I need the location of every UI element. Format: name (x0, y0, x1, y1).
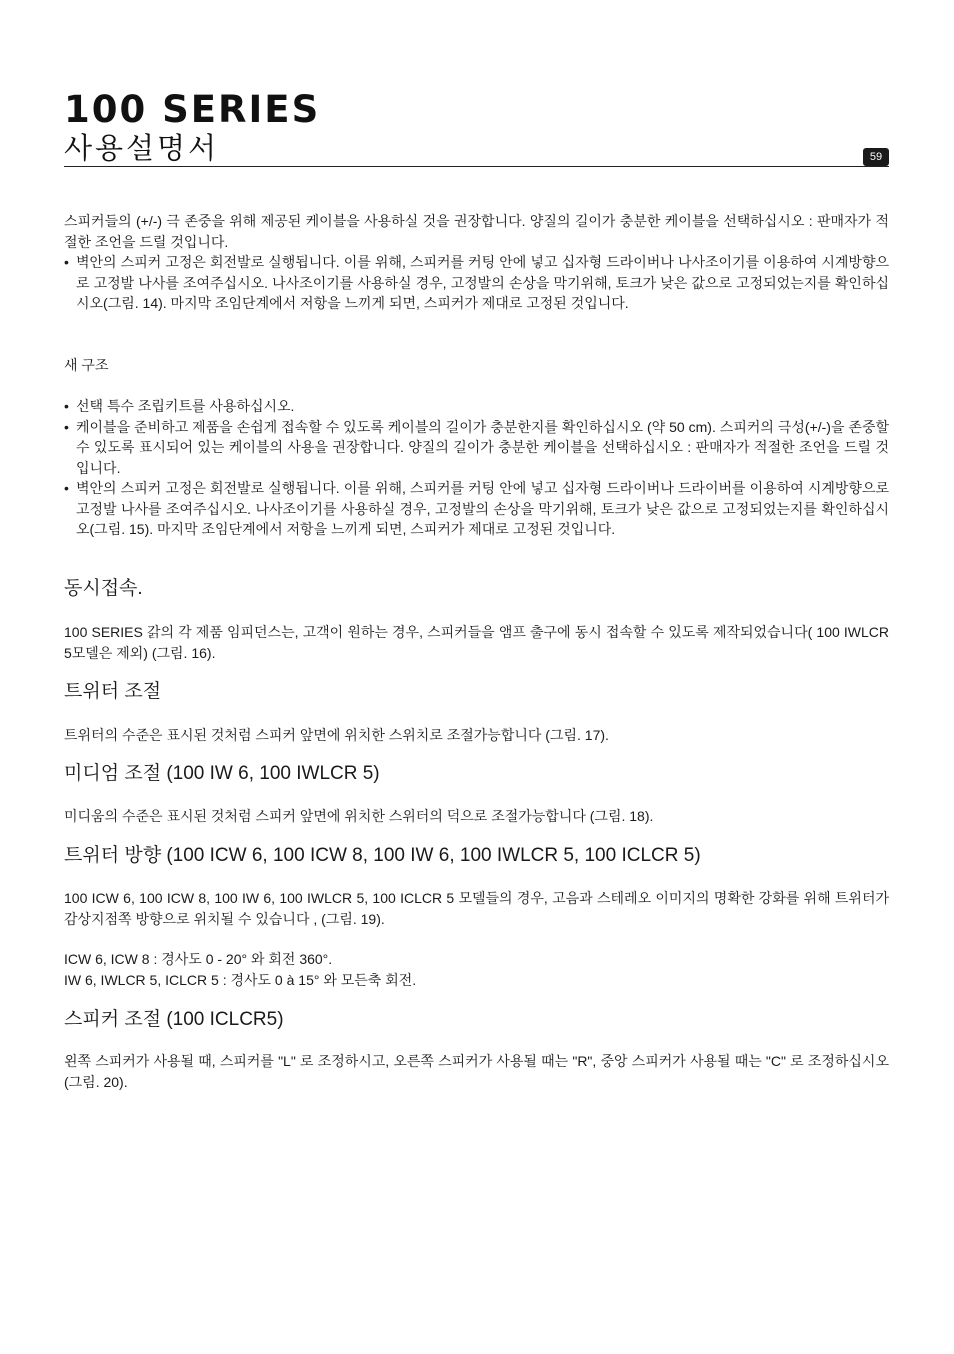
spec-line: ICW 6, ICW 8 : 경사도 0 - 20° 와 회전 360°. (64, 951, 333, 967)
section-paragraph: 트위터의 수준은 표시된 것처럼 스피커 앞면에 위치한 스위치로 조절가능합니다 (그림. 17). (64, 727, 609, 743)
spec-line: IW 6, IWLCR 5, ICLCR 5 : 경사도 0 à 15° 와 모든축 회전. (64, 971, 417, 988)
manual-subtitle: 사용설명서 (64, 131, 220, 165)
section-paragraph: 미디움의 수준은 표시된 것처럼 스피커 앞면에 위치한 스위터의 덕으로 조절가능합니다 (그림. 18). (64, 808, 654, 824)
new-structure-section (64, 355, 889, 376)
section-heading: 스피커 조절 (100 ICLCR5) (64, 1009, 284, 1030)
section-heading: 미디엄 조절 (100 IW 6, 100 IWLCR 5) (64, 763, 380, 784)
medium-body (64, 806, 889, 827)
header-rule (64, 166, 889, 167)
new-structure-label: 새 구조 (64, 357, 109, 373)
intro-paragraph: 스피커들의 (+/-) 극 존중을 위해 제공된 케이블을 사용하실 것을 권장합니다. 양질의 길이가 충분한 케이블을 선택하십시오 : 판매자가 적절한 조언을 드릴 것입니다. (64, 213, 889, 250)
direction-body (64, 888, 889, 929)
simultaneous-section (64, 577, 889, 601)
intro-section (64, 211, 889, 314)
list-item: • 선택 특수 조립키트를 사용하십시오. (64, 396, 889, 417)
tweeter-section (64, 680, 889, 704)
brand-title: 100 SERIES (64, 88, 321, 131)
speaker-section (64, 1008, 889, 1032)
section-heading: 트위터 방향 (100 ICW 6, 100 ICW 8, 100 IW 6, 100 IWLCR 5, 100 ICLCR 5) (64, 845, 701, 866)
section-paragraph: 왼쪽 스피커가 사용될 때, 스피커를 "L" 로 조정하시고, 오른쪽 스피커가 사용될 때는 "R", 중앙 스피커가 사용될 때는 "C" 로 조정하십시오 (그림. 20). (64, 1053, 889, 1090)
section-heading: 동시접속. (64, 578, 143, 599)
section-heading: 트위터 조절 (64, 681, 162, 702)
intro-bullet: • 벽안의 스피커 고정은 회전발로 실행됩니다. 이를 위해, 스피커를 커팅 안에 넣고 십자형 드라이버나 나사조이기를 이용하여 시계방향으로 고정발 나사를 조여주십시오. 나사조이기를 사용하실 경우, 고정발의 손상을 막기위해, 토크가 낮은 값으로 고정되었는지를 확인하십시오(그림. 14). 마지막 조임단계에서 저항을 느끼게 되면, 스피커가 제대로 고정된 것입니다. (64, 252, 889, 314)
new-structure-list (64, 396, 889, 540)
page-number-badge: 59 (863, 148, 889, 166)
list-item: • 벽안의 스피커 고정은 회전발로 실행됩니다. 이를 위해, 스피커를 커팅 안에 넣고 십자형 드라이버나 드라이버를 이용하여 시계방향으로 고정발 나사를 조여주십시오. 나사조이기를 사용하실 경우, 고정발의 손상을 막기위해, 토크가 낮은 값으로 고정되었는지를 확인하십시오(그림. 15). 마지막 조임단계에서 저항을 느끼게 되면, 스피커가 제대로 고정된 것입니다. (64, 478, 889, 540)
section-paragraph: 100 SERIES 갉의 각 제품 임피던스는, 고객이 원하는 경우, 스피커들을 앰프 출구에 동시 접속할 수 있도록 제작되었습니다( 100 IWLCR 5모델은 제외) (그림. 16). (64, 624, 889, 661)
direction-section (64, 844, 889, 868)
list-item: • 케이블을 준비하고 제품을 손쉽게 접속할 수 있도록 케이블의 길이가 충분한지를 확인하십시오 (약 50 cm). 스피커의 극성(+/-)을 존중할 수 있도록 표시되어 있는 케이블의 사용을 권장합니다. 양질의 길이가 충분한 케이블을 선택하십시오 : 판매자가 적절한 조언을 드릴 것입니다. (64, 417, 889, 479)
simultaneous-body (64, 622, 889, 663)
medium-section (64, 762, 889, 786)
section-paragraph: 100 ICW 6, 100 ICW 8, 100 IW 6, 100 IWLCR 5, 100 ICLCR 5 모델들의 경우, 고음과 스테레오 이미지의 명확한 강화를 위해 트위터가 감상지점쪽 방향으로 위치될 수 있습니다 , (그림. 19). (64, 890, 889, 927)
tweeter-body (64, 725, 889, 746)
direction-specs (64, 949, 889, 990)
speaker-body (64, 1051, 889, 1092)
